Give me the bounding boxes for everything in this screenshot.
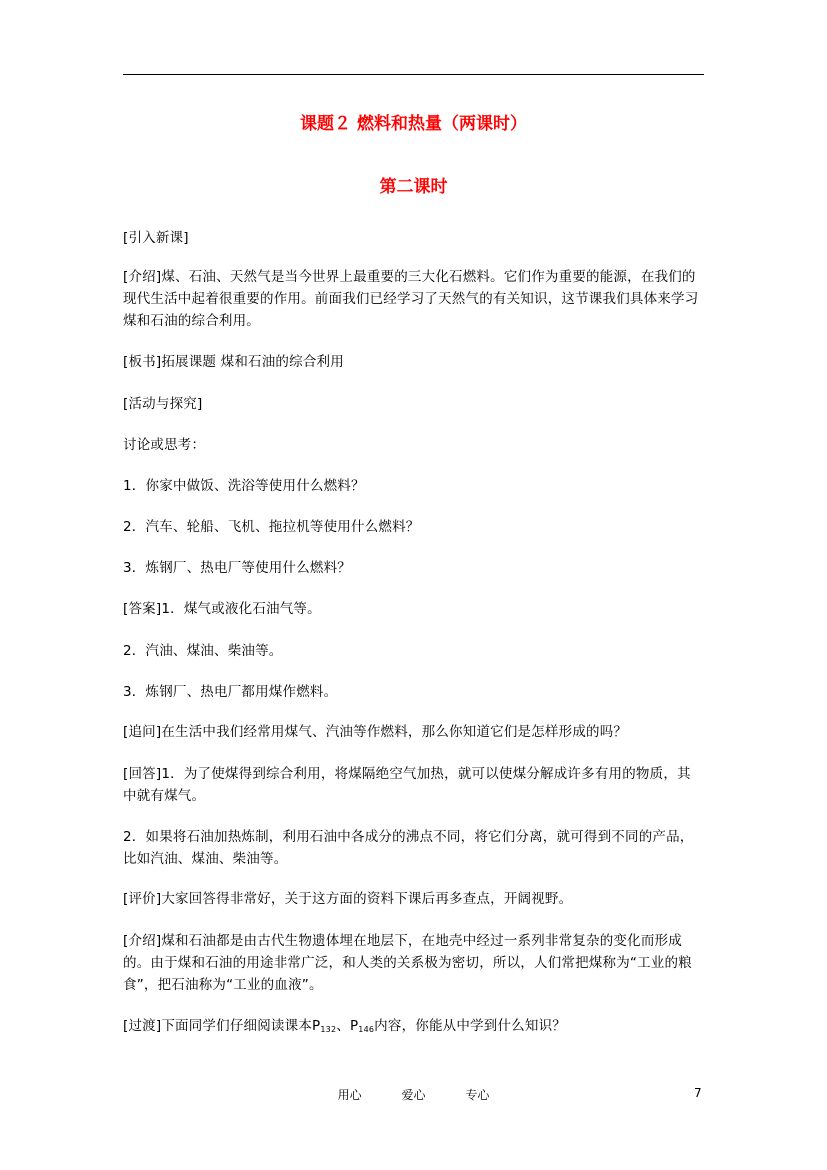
transition-separator: 、P <box>336 1018 359 1034</box>
document-title: 课题２ 燃料和热量（两课时） <box>300 114 527 134</box>
paragraph: 2．如果将石油加热炼制，利用石油中各成分的沸点不同，将它们分离，就可得到不同的产品，比如汽油、煤油、柴油等。 <box>123 829 694 867</box>
transition-prefix: [过渡]下面同学们仔细阅读课本P <box>123 1018 321 1034</box>
paragraph: 2．汽油、煤油、柴油等。 <box>123 643 283 659</box>
paragraph: [板书]拓展课题 煤和石油的综合利用 <box>123 354 344 370</box>
page-number: 7 <box>694 1086 702 1100</box>
paragraph: [评价]大家回答得非常好，关于这方面的资料下课后再多查点，开阔视野。 <box>123 891 573 907</box>
header-rule <box>123 74 704 75</box>
transition-suffix: 内容，你能从中学到什么知识？ <box>374 1018 566 1034</box>
paragraph: [介绍]煤、石油、天然气是当今世界上最重要的三大化石燃料。它们作为重要的能源，在我们的现代生活中起着很重要的作用。前面我们已经学习了天然气的有关知识，这节课我们具体来学习煤和石油的综合利用。 <box>123 269 699 329</box>
paragraph: [活动与探究] <box>123 396 203 412</box>
paragraph-transition <box>123 1015 704 1041</box>
paragraph: 1．你家中做饭、洗浴等使用什么燃料？ <box>123 478 365 494</box>
paragraph: [引入新课] <box>123 230 189 246</box>
page-ref-start: 132 <box>320 1025 337 1034</box>
paragraph: [答案]1．煤气或液化石油气等。 <box>123 601 321 617</box>
paragraph: [回答]1．为了使煤得到综合利用，将煤隔绝空气加热，就可以使煤分解成许多有用的物质，其中就有煤气。 <box>123 766 691 804</box>
paragraph: 3．炼钢厂、热电厂都用煤作燃料。 <box>123 684 338 700</box>
paragraph: [介绍]煤和石油都是由古代生物遗体埋在地层下，在地壳中经过一系列非常复杂的变化而形成的。由于煤和石油的用途非常广泛，和人类的关系极为密切，所以，人们常把煤称为“工业的粮食”，把石油称为“工业的血液”。 <box>123 933 692 993</box>
paragraph: [追问]在生活中我们经常用煤气、汽油等作燃料，那么你知道它们是怎样形成的吗？ <box>123 724 628 740</box>
paragraph: 讨论或思考： <box>123 437 206 453</box>
document-subtitle: 第二课时 <box>379 177 448 197</box>
footer-item: 用心 <box>337 1088 362 1102</box>
page-ref-end: 146 <box>358 1025 375 1034</box>
footer-motto <box>0 1086 827 1103</box>
footer-item: 专心 <box>465 1088 490 1102</box>
paragraph: 3．炼钢厂、热电厂等使用什么燃料？ <box>123 560 351 576</box>
footer-item: 爱心 <box>401 1088 426 1102</box>
paragraph: 2．汽车、轮船、飞机、拖拉机等使用什么燃料？ <box>123 519 420 535</box>
